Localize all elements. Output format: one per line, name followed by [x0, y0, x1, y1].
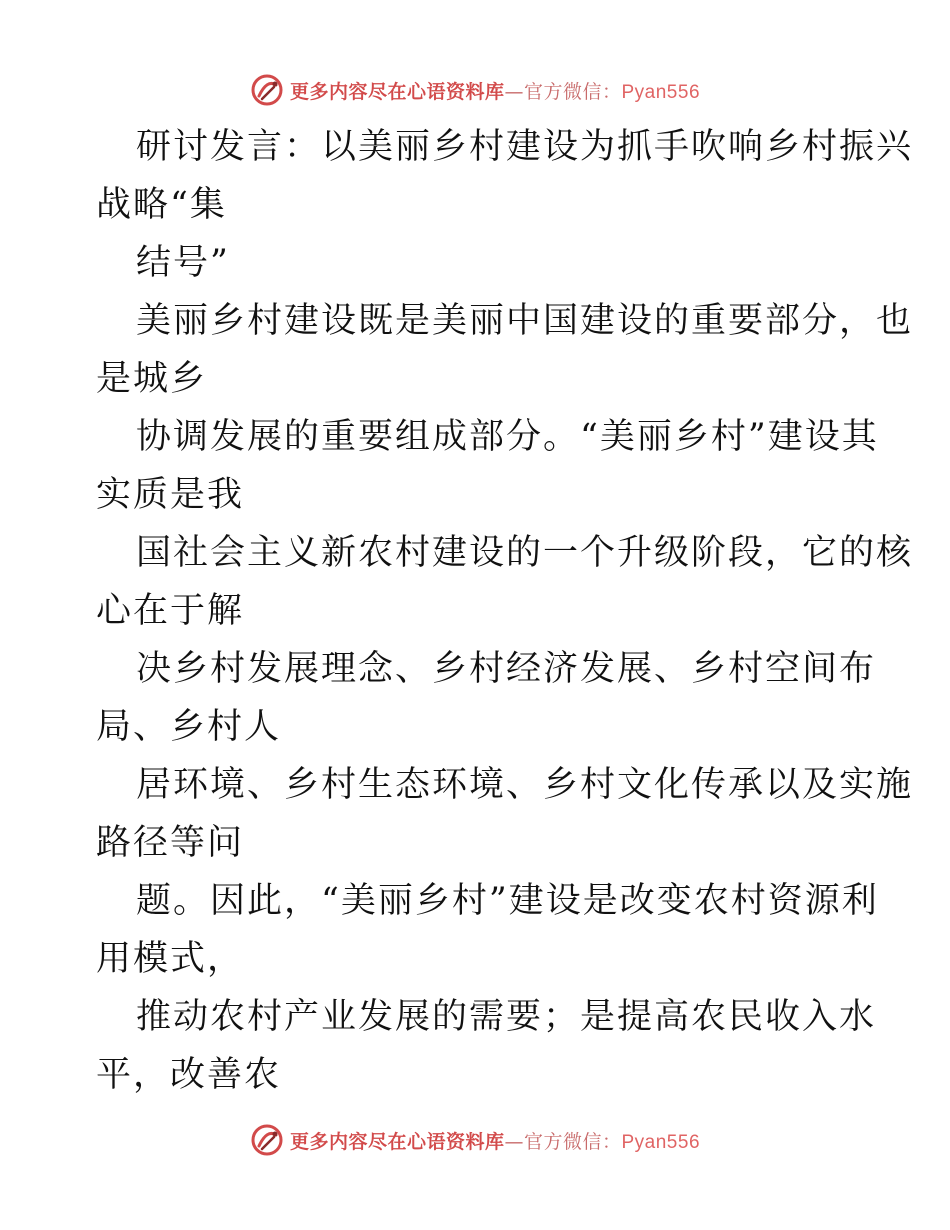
watermark-wechat-id: Pyan556 — [621, 81, 701, 103]
document-line: 平，改善农 — [96, 1055, 282, 1095]
watermark-wechat-id: Pyan556 — [621, 1131, 701, 1153]
header-watermark — [0, 70, 950, 110]
document-line: 国社会主义新农村建设的一个升级阶段，它的核 — [136, 533, 914, 573]
watermark-separator: — — [504, 80, 524, 103]
document-line: 结号” — [136, 243, 230, 283]
document-line: 局、乡村人 — [96, 707, 282, 747]
document-line: 居环境、乡村生态环境、乡村文化传承以及实施 — [136, 765, 914, 805]
document-line: 用模式， — [96, 939, 245, 979]
document-line: 决乡村发展理念、乡村经济发展、乡村空间布 — [136, 649, 877, 689]
watermark-separator: — — [504, 1130, 524, 1153]
document-line: 路径等问 — [96, 823, 245, 863]
document-body — [96, 118, 914, 1104]
document-line: 是城乡 — [96, 359, 208, 399]
watermark-brand: 更多内容尽在心语资料库 — [289, 1130, 505, 1153]
document-line: 美丽乡村建设既是美丽中国建设的重要部分，也 — [136, 301, 914, 341]
document-line: 题。因此，“美丽乡村”建设是改变农村资源利 — [136, 881, 879, 921]
document-line: 研讨发言：以美丽乡村建设为抓手吹响乡村振兴 — [136, 127, 914, 167]
document-line: 战略“集 — [96, 185, 227, 225]
watermark-text — [290, 77, 700, 104]
footer-watermark — [0, 1120, 950, 1160]
brand-logo-icon — [250, 73, 284, 107]
brand-logo-icon — [250, 1123, 284, 1157]
document-line: 心在于解 — [96, 591, 245, 631]
watermark-wechat-label: 官方微信： — [523, 1130, 622, 1153]
watermark-brand: 更多内容尽在心语资料库 — [289, 80, 505, 103]
document-line: 推动农村产业发展的需要；是提高农民收入水 — [136, 997, 877, 1037]
watermark-text — [290, 1127, 700, 1154]
document-line: 实质是我 — [96, 475, 245, 515]
document-line: 协调发展的重要组成部分。“美丽乡村”建设其 — [136, 417, 879, 457]
watermark-wechat-label: 官方微信： — [523, 80, 622, 103]
